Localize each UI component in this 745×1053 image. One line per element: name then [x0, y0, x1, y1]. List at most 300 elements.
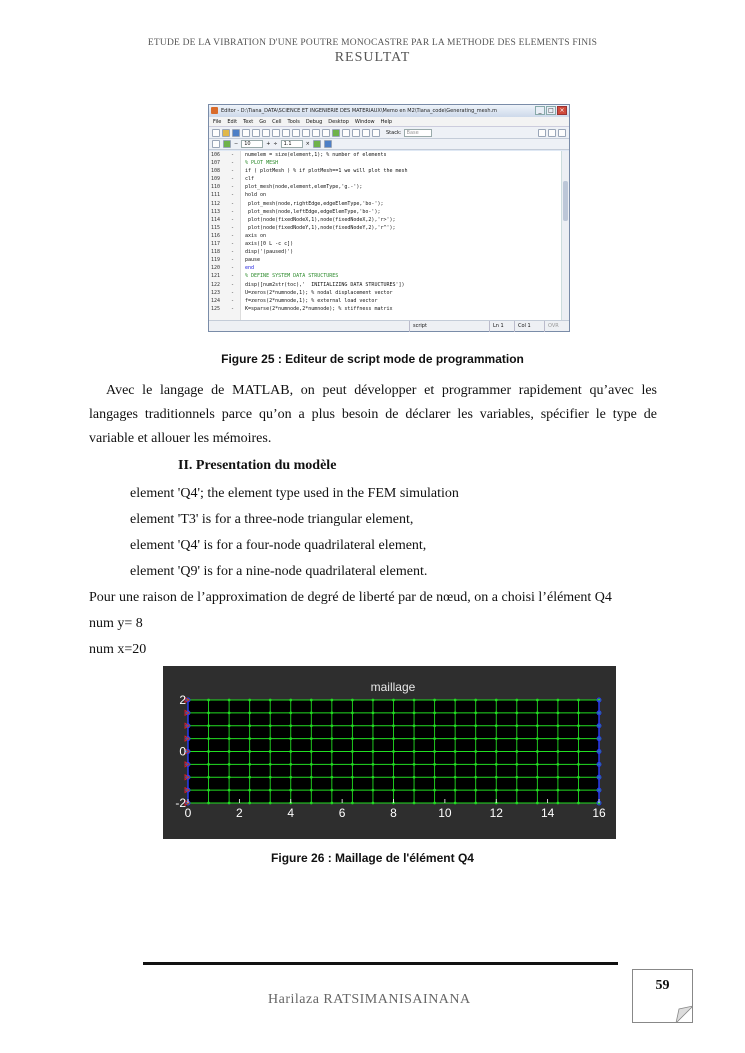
mesh-node: [557, 724, 560, 727]
mesh-node: [351, 802, 354, 805]
mesh-node: [433, 802, 436, 805]
mesh-node: [495, 699, 498, 702]
mesh-node: [248, 776, 251, 779]
line-number: 106: [211, 152, 221, 158]
code-text: end: [245, 265, 255, 272]
mesh-node: [515, 776, 518, 779]
mesh-node: [330, 802, 333, 805]
y-tick-label: 2: [179, 693, 186, 707]
mesh-node: [413, 737, 416, 740]
editor-title-bar: [209, 105, 569, 117]
x-tick-label: 0: [184, 806, 192, 820]
vertical-scrollbar[interactable]: [561, 151, 569, 321]
mesh-node: [269, 711, 272, 714]
mesh-node: [207, 737, 210, 740]
menu-item-tools[interactable]: Tools: [287, 119, 300, 125]
mesh-node: [413, 711, 416, 714]
footer-author: Harilaza RATSIMANISAINANA: [268, 992, 471, 1007]
mesh-node: [557, 802, 560, 805]
mesh-node: [351, 789, 354, 792]
mesh-node: [536, 789, 539, 792]
line-number: 109: [211, 176, 221, 183]
mesh-node: [207, 699, 210, 702]
mesh-node: [351, 724, 354, 727]
x-tick-label: 10: [438, 806, 452, 820]
mesh-node: [310, 724, 313, 727]
cut-icon[interactable]: [242, 129, 250, 137]
mesh-node: [413, 763, 416, 766]
mesh-node: [495, 776, 498, 779]
cell-mode-icon[interactable]: [212, 140, 220, 148]
footer-rule: [143, 962, 618, 965]
line-number: 121: [211, 273, 221, 280]
code-text: plot_mesh(node,leftEdge,edgeElemType,'bo-');: [245, 208, 381, 215]
code-text: % DEFINE SYSTEM DATA STRUCTURES: [245, 273, 339, 280]
code-text: clf: [245, 176, 255, 183]
mesh-node: [433, 750, 436, 753]
find-icon[interactable]: [302, 129, 310, 137]
mesh-node: [495, 789, 498, 792]
mesh-node: [248, 699, 251, 702]
mesh-node: [289, 737, 292, 740]
x-tick-label: 4: [287, 806, 295, 820]
line-number: 122: [211, 281, 221, 288]
mesh-node: [207, 750, 210, 753]
mesh-node: [454, 737, 457, 740]
maximize-icon[interactable]: □: [546, 106, 556, 115]
mesh-node: [289, 776, 292, 779]
editor-toolbar: [209, 127, 569, 139]
open-folder-icon[interactable]: [222, 129, 230, 137]
mesh-node: [392, 776, 395, 779]
code-text: K=sparse(2*numnode,2*numnode); % stiffness matrix: [245, 305, 393, 312]
mesh-node: [515, 699, 518, 702]
mesh-node: [536, 750, 539, 753]
dock-icon[interactable]: [558, 129, 566, 137]
mesh-node: [228, 789, 231, 792]
mesh-node: [515, 724, 518, 727]
back-icon[interactable]: [312, 129, 320, 137]
page-curl-icon: [632, 969, 693, 1023]
code-line: [209, 208, 569, 216]
line-number: 120: [211, 265, 221, 272]
mesh-node: [536, 724, 539, 727]
mesh-node: [536, 776, 539, 779]
step-in-icon[interactable]: [362, 129, 370, 137]
matlab-editor-screenshot: [208, 104, 570, 332]
mesh-node: [557, 789, 560, 792]
editor-status-bar: [209, 320, 569, 331]
mesh-node: [577, 750, 580, 753]
mesh-figure: [163, 666, 616, 839]
line-marker: -: [231, 281, 235, 288]
mesh-node: [392, 724, 395, 727]
line-marker: -: [231, 297, 235, 304]
mesh-node: [495, 763, 498, 766]
mesh-node: [577, 711, 580, 714]
forward-icon[interactable]: [322, 129, 330, 137]
line-marker: -: [231, 200, 235, 207]
code-text: if ( plotMesh ) % if plotMesh==1 we will plot the mesh: [245, 168, 408, 175]
num-x-line: num x=20: [89, 642, 147, 657]
mesh-node: [372, 763, 375, 766]
page-number-box: [632, 969, 693, 1023]
line-number: 117: [211, 241, 221, 248]
mesh-node: [495, 750, 498, 753]
step-out-icon[interactable]: [372, 129, 380, 137]
y-tick-label: -2: [175, 796, 186, 810]
run-icon[interactable]: [332, 129, 340, 137]
mesh-node: [413, 699, 416, 702]
mesh-node: [372, 776, 375, 779]
mesh-node: [515, 737, 518, 740]
mesh-node: [269, 763, 272, 766]
menu-item-text[interactable]: Text: [243, 119, 254, 125]
mesh-node: [536, 802, 539, 805]
figure-25-caption: Figure 25 : Editeur de script mode de programmation: [221, 352, 524, 366]
new-file-icon[interactable]: [212, 129, 220, 137]
code-line: [209, 264, 569, 272]
mesh-node: [495, 711, 498, 714]
line-marker: -: [231, 305, 235, 312]
chart-title: maillage: [370, 680, 416, 694]
code-line: [209, 151, 569, 159]
mesh-node: [372, 750, 375, 753]
line-marker: -: [231, 216, 235, 223]
code-line: [209, 159, 569, 167]
mesh-node: [413, 802, 416, 805]
y-tick-label: 0: [179, 744, 186, 759]
code-line: [209, 289, 569, 297]
mesh-node: [248, 737, 251, 740]
mesh-node: [557, 763, 560, 766]
line-marker: -: [231, 241, 235, 248]
line-marker: -: [231, 232, 235, 239]
tile-layout-icon[interactable]: [538, 129, 546, 137]
decrease-label: −: [234, 141, 239, 147]
mesh-node: [577, 737, 580, 740]
mesh-node: [433, 699, 436, 702]
mesh-node: [330, 776, 333, 779]
mesh-node: [454, 802, 457, 805]
mesh-node: [269, 699, 272, 702]
code-text: f=zeros(2*numnode,1); % external load vector: [245, 297, 378, 304]
mesh-node: [269, 737, 272, 740]
element-list-item: element 'Q9' is for a nine-node quadrilateral element.: [130, 564, 428, 579]
mesh-node: [474, 699, 477, 702]
code-line: [209, 224, 569, 232]
mesh-node: [310, 789, 313, 792]
element-list-item: element 'Q4'; the element type used in the FEM simulation: [130, 486, 459, 501]
line-number: 119: [211, 257, 221, 264]
line-number: 124: [211, 297, 221, 304]
mesh-node: [515, 789, 518, 792]
menu-item-go[interactable]: Go: [259, 119, 267, 125]
menu-item-edit[interactable]: Edit: [227, 119, 238, 125]
mesh-node: [248, 763, 251, 766]
split-layout-icon[interactable]: [548, 129, 556, 137]
menu-item-desktop[interactable]: Desktop: [328, 119, 349, 125]
mesh-node: [310, 699, 313, 702]
mesh-node: [577, 789, 580, 792]
mesh-node: [454, 776, 457, 779]
code-line: [209, 232, 569, 240]
line-marker: -: [231, 160, 235, 167]
mesh-node: [228, 737, 231, 740]
mesh-node: [228, 699, 231, 702]
mesh-node: [454, 724, 457, 727]
status-ovr: OVR: [544, 321, 570, 332]
menu-item-cell[interactable]: Cell: [272, 119, 282, 125]
mesh-node: [330, 724, 333, 727]
line-marker: -: [231, 192, 235, 199]
close-icon[interactable]: ×: [557, 106, 567, 115]
mesh-node: [557, 711, 560, 714]
mesh-node: [228, 711, 231, 714]
editor-menu-bar: [209, 117, 569, 127]
mesh-node: [289, 750, 292, 753]
cell-step-field[interactable]: 1.1: [281, 140, 303, 148]
code-line: [209, 167, 569, 175]
mesh-node: [495, 737, 498, 740]
stack-select[interactable]: Base: [404, 129, 432, 137]
line-marker: -: [231, 257, 235, 264]
code-text: numelem = size(element,1); % number of elements: [245, 152, 387, 158]
element-list-item: element 'Q4' is for a four-node quadrilateral element,: [130, 538, 427, 553]
mesh-node: [392, 737, 395, 740]
code-line: [209, 240, 569, 248]
mesh-node: [577, 763, 580, 766]
line-number: 123: [211, 289, 221, 296]
mesh-node: [433, 737, 436, 740]
line-number: 111: [211, 192, 221, 199]
mesh-node: [248, 802, 251, 805]
code-text: plot(node(fixedNodeX,1),node(fixedNodeX,2),'r>');: [245, 216, 396, 223]
code-area[interactable]: [209, 151, 569, 321]
mesh-node: [289, 724, 292, 727]
code-line: [209, 305, 569, 313]
mesh-node: [433, 776, 436, 779]
mesh-node: [372, 802, 375, 805]
cell-toolbar: [209, 139, 569, 150]
line-number: 107: [211, 160, 221, 167]
code-line: [209, 272, 569, 280]
mesh-node: [392, 711, 395, 714]
undo-icon[interactable]: [272, 129, 280, 137]
body-paragraph-1: Avec le langage de MATLAB, on peut développer et programmer rapidement qu’avec les langages traditionnels parce qu’on a plus besoin de déclarer les variables, spécifier le type de variable et allouer les mémoires.: [89, 383, 657, 446]
stack-label: Stack:: [386, 129, 402, 136]
cell-run-icon[interactable]: [313, 140, 321, 148]
mesh-node: [474, 750, 477, 753]
mesh-node: [248, 750, 251, 753]
mesh-node: [310, 763, 313, 766]
mesh-node: [289, 711, 292, 714]
status-line: Ln 1: [489, 321, 514, 332]
mesh-node: [330, 763, 333, 766]
mesh-node: [577, 724, 580, 727]
mesh-node: [351, 711, 354, 714]
minimize-icon[interactable]: _: [535, 106, 545, 115]
status-mode: script: [409, 321, 489, 332]
line-number: 113: [211, 208, 221, 215]
mesh-plot: [163, 666, 616, 839]
mesh-node: [289, 699, 292, 702]
mesh-node: [351, 737, 354, 740]
line-number: 118: [211, 249, 221, 256]
font-size-field[interactable]: 10: [241, 140, 263, 148]
mesh-node: [310, 711, 313, 714]
code-lines: [209, 151, 569, 313]
paste-icon[interactable]: [262, 129, 270, 137]
figure-26-caption: Figure 26 : Maillage de l'élément Q4: [271, 851, 474, 865]
mesh-node: [330, 737, 333, 740]
page-number: 59: [655, 978, 670, 993]
mesh-node: [207, 711, 210, 714]
mesh-node: [495, 724, 498, 727]
code-text: plot(node(fixedNodeY,1),node(fixedNodeY,2),'r^');: [245, 224, 396, 231]
code-line: [209, 248, 569, 256]
mesh-node: [515, 711, 518, 714]
step-icon[interactable]: [352, 129, 360, 137]
mesh-node: [474, 724, 477, 727]
line-number: 108: [211, 168, 221, 175]
window-controls: [535, 106, 567, 115]
copy-icon[interactable]: [252, 129, 260, 137]
code-text: plot_mesh(node,element,elemType,'g.-');: [245, 184, 363, 191]
menu-item-help[interactable]: Help: [380, 119, 393, 125]
mesh-node: [392, 789, 395, 792]
mesh-node: [413, 724, 416, 727]
mesh-node: [454, 763, 457, 766]
help-icon[interactable]: [324, 140, 332, 148]
x-tick-label: 8: [390, 806, 397, 820]
line-marker: -: [231, 224, 235, 231]
x-tick-label: 12: [489, 806, 503, 820]
mesh-node: [248, 724, 251, 727]
matlab-app-icon: [211, 107, 218, 114]
mesh-node: [536, 711, 539, 714]
line-marker: -: [231, 184, 235, 191]
mesh-node: [330, 789, 333, 792]
code-line: [209, 200, 569, 208]
code-line: [209, 175, 569, 183]
mesh-node: [433, 711, 436, 714]
mesh-node: [557, 776, 560, 779]
mesh-node: [269, 802, 272, 805]
line-marker: -: [231, 265, 235, 272]
mesh-node: [474, 776, 477, 779]
breakpoint-icon[interactable]: [342, 129, 350, 137]
mesh-node: [454, 711, 457, 714]
code-text: plot_mesh(node,rightEdge,edgeElemType,'bo-');: [245, 200, 384, 207]
mesh-node: [474, 789, 477, 792]
line-number: 112: [211, 200, 221, 207]
mesh-node: [351, 750, 354, 753]
mesh-node: [433, 763, 436, 766]
mesh-node: [557, 699, 560, 702]
code-text: axis([0 L -c c]): [245, 241, 294, 248]
print-icon[interactable]: [292, 129, 300, 137]
x-tick-label: 6: [338, 806, 346, 820]
mesh-node: [351, 763, 354, 766]
mesh-node: [330, 750, 333, 753]
eval-cell-icon[interactable]: [223, 140, 231, 148]
line-marker: -: [231, 289, 235, 296]
line-number: 125: [211, 305, 221, 312]
mesh-node: [269, 750, 272, 753]
mesh-node: [310, 737, 313, 740]
code-line: [209, 183, 569, 191]
mesh-node: [515, 802, 518, 805]
mesh-node: [392, 763, 395, 766]
mesh-node: [228, 750, 231, 753]
status-col: Col 1: [514, 321, 544, 332]
mesh-node: [515, 763, 518, 766]
line-number: 114: [211, 216, 221, 223]
code-text: hold on: [245, 192, 267, 199]
redo-icon[interactable]: [282, 129, 290, 137]
mesh-node: [289, 789, 292, 792]
menu-item-debug[interactable]: Debug: [305, 119, 323, 125]
mesh-node: [228, 802, 231, 805]
line-marker: -: [231, 208, 235, 215]
x-tick-label: 16: [592, 806, 606, 820]
line-marker: -: [231, 273, 235, 280]
line-marker: -: [231, 176, 235, 183]
mesh-node: [454, 750, 457, 753]
line-marker: -: [231, 152, 235, 158]
mesh-node: [413, 750, 416, 753]
mesh-node: [413, 776, 416, 779]
mesh-node: [433, 724, 436, 727]
mesh-node: [248, 789, 251, 792]
mesh-node: [557, 737, 560, 740]
mesh-node: [372, 711, 375, 714]
mesh-node: [248, 711, 251, 714]
code-text: axis on: [245, 232, 267, 239]
line-number: 115: [211, 224, 221, 231]
mesh-node: [207, 789, 210, 792]
mesh-node: [536, 699, 539, 702]
running-header: ETUDE DE LA VIBRATION D'UNE POUTRE MONOCASTRE PAR LA METHODE DES ELEMENTS FINIS: [147, 38, 598, 48]
line-marker: -: [231, 249, 235, 256]
mesh-node: [557, 750, 560, 753]
save-icon[interactable]: [232, 129, 240, 137]
code-text: disp('(paused)'): [245, 249, 294, 256]
x-tick-label: 14: [540, 806, 555, 820]
line-number: 116: [211, 232, 221, 239]
body-paragraph-2: Pour une raison de l’approximation de degré de liberté par de nœud, on a choisi l’élément Q4: [89, 590, 612, 605]
mesh-node: [372, 737, 375, 740]
line-marker: -: [231, 168, 235, 175]
mesh-node: [577, 699, 580, 702]
menu-item-file[interactable]: File: [213, 119, 222, 125]
editor-title-text: Editor - D:\Tiana_DATA\SCIENCE ET INGENIERIE DES MATERIAUX\Memo en M2\Tiana_code\Generating_mesh.m: [221, 108, 497, 114]
mesh-node: [330, 711, 333, 714]
mesh-node: [228, 724, 231, 727]
mesh-node: [269, 789, 272, 792]
mesh-node: [536, 737, 539, 740]
mesh-node: [310, 776, 313, 779]
mesh-node: [289, 763, 292, 766]
mesh-node: [310, 802, 313, 805]
divide-label: ÷: [273, 141, 278, 147]
menu-item-window[interactable]: Window: [354, 119, 375, 125]
mesh-node: [372, 789, 375, 792]
mesh-node: [577, 776, 580, 779]
mesh-node: [269, 776, 272, 779]
mesh-node: [474, 802, 477, 805]
